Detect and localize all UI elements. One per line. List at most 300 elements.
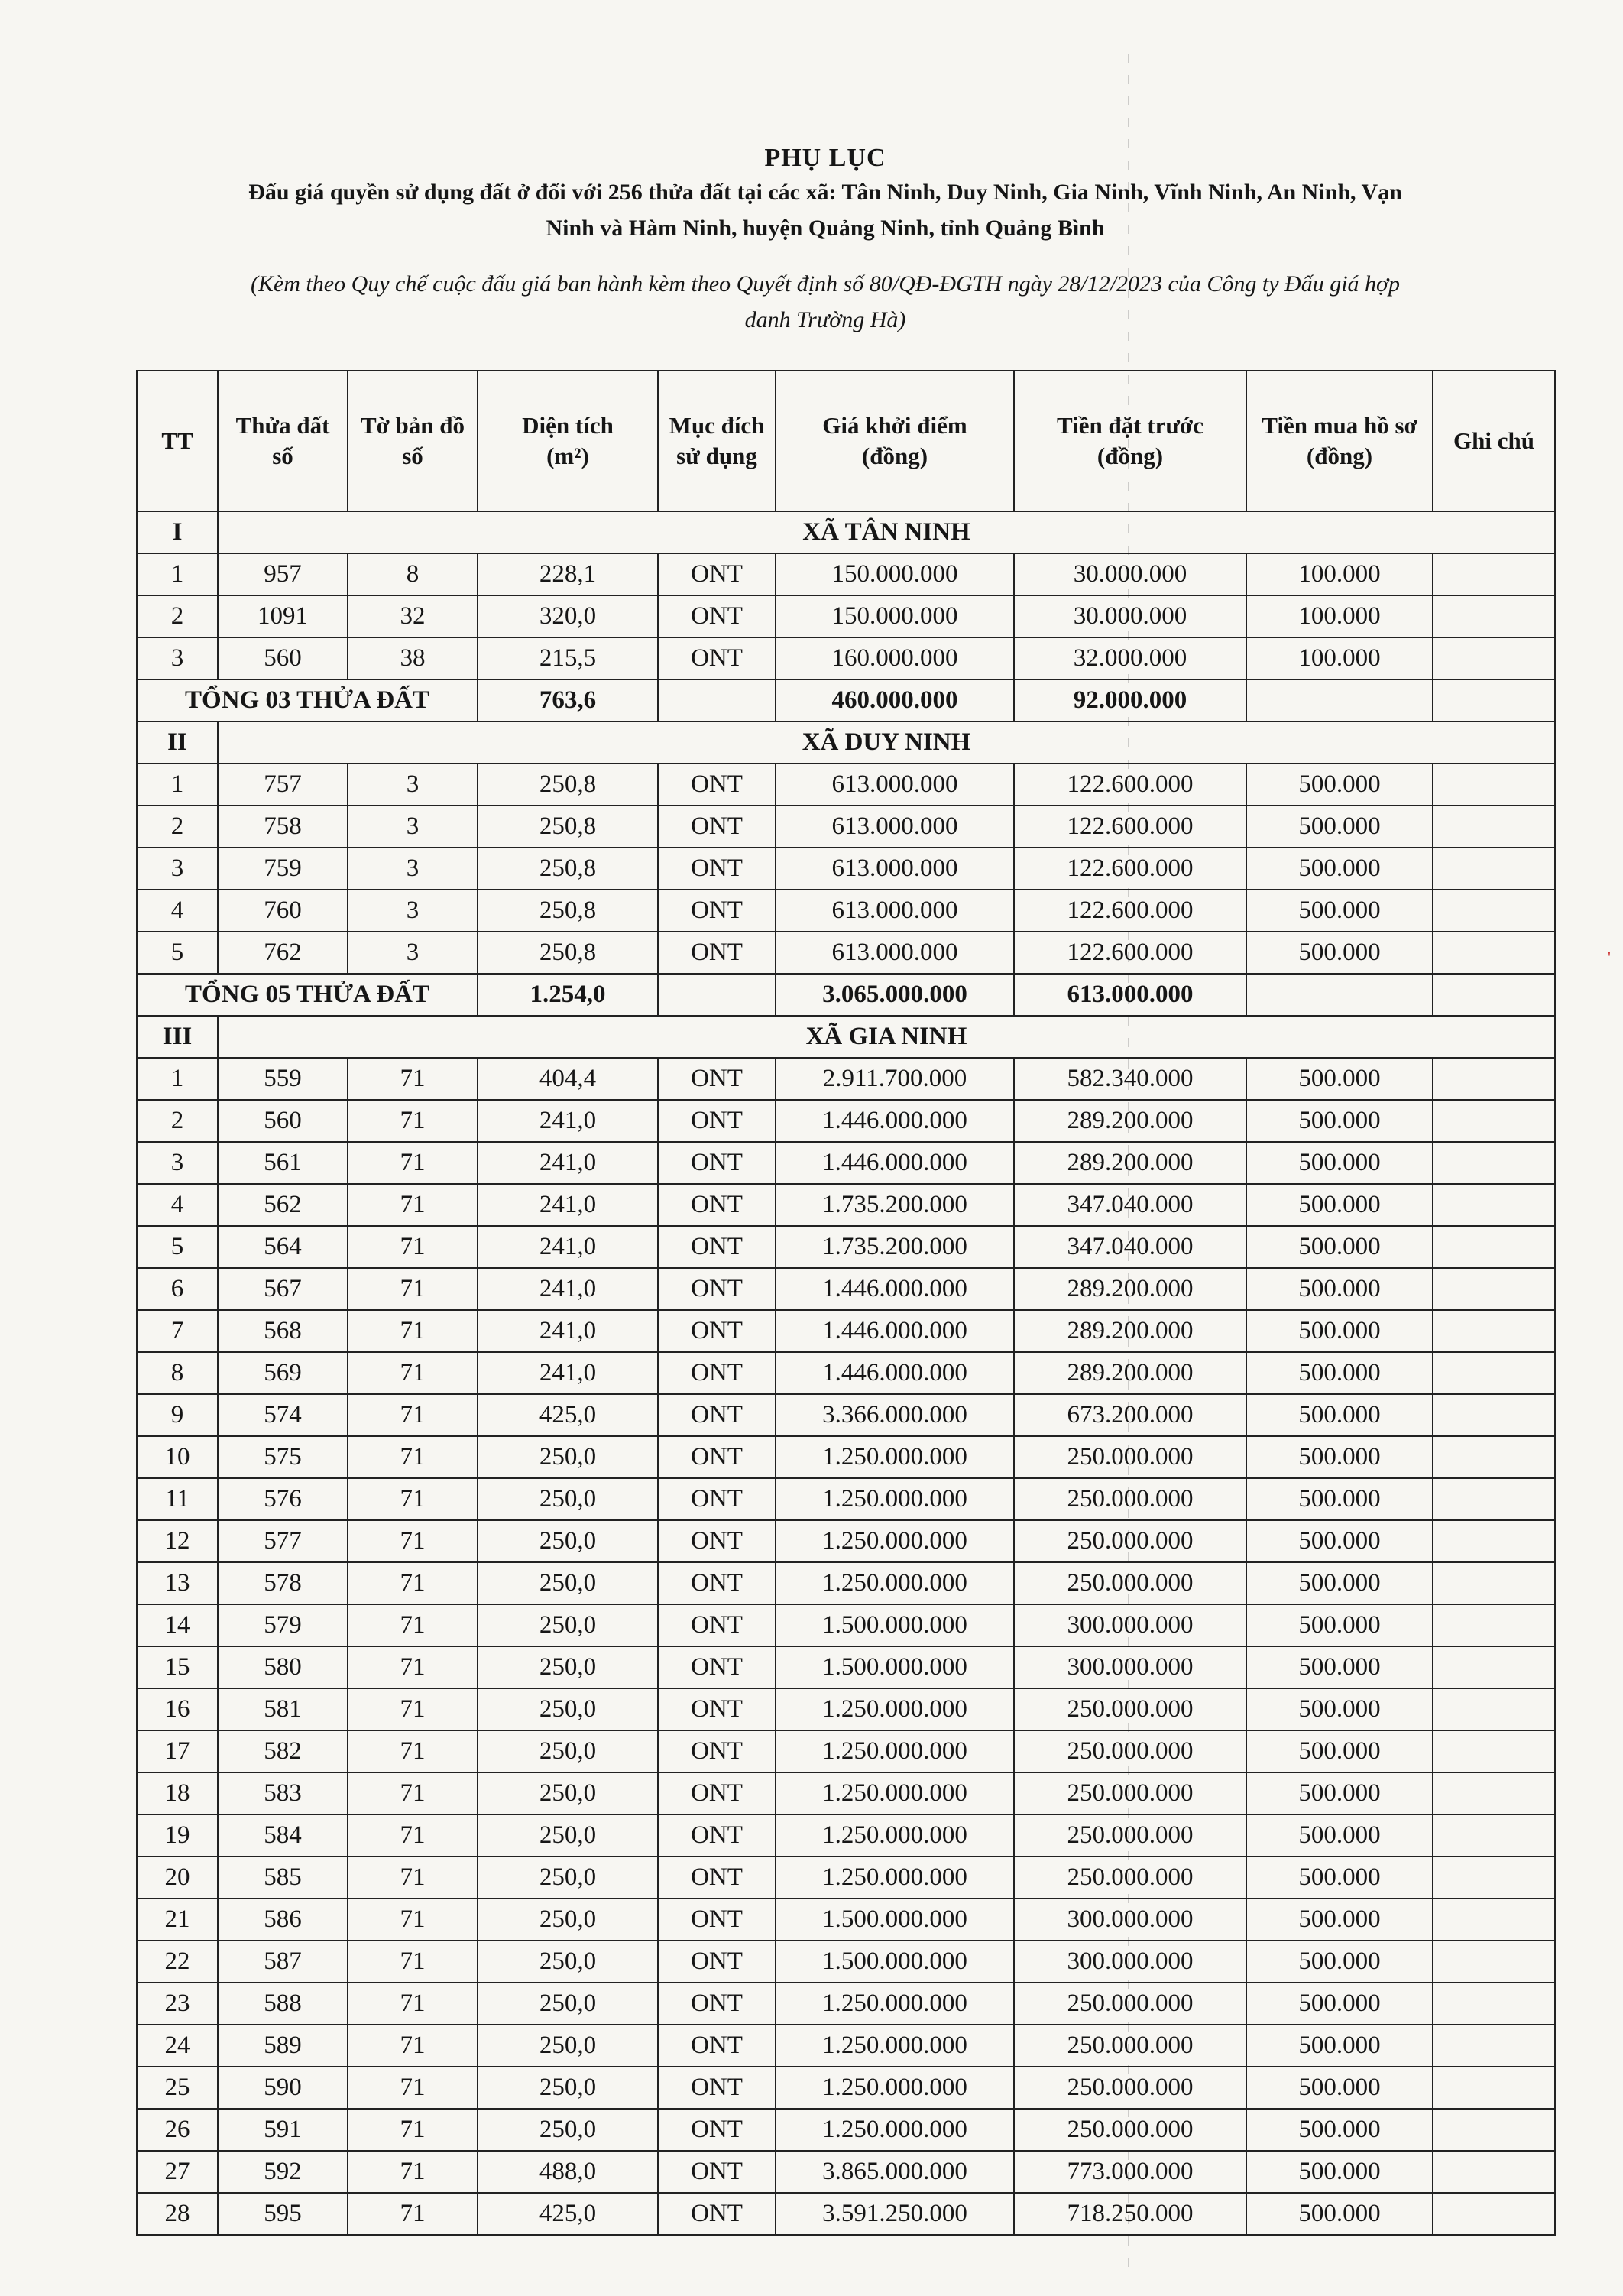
row-muc-dich: ONT [658, 932, 776, 974]
row-thua-dat: 574 [218, 1394, 348, 1436]
row-tien-mua-ho-so: 500.000 [1246, 1562, 1433, 1604]
table-row [137, 2067, 1555, 2109]
row-gia-khoi-diem: 1.250.000.000 [776, 1688, 1014, 1730]
row-gia-khoi-diem: 150.000.000 [776, 595, 1014, 637]
row-ghi-chu [1433, 1688, 1555, 1730]
row-gia-khoi-diem: 1.250.000.000 [776, 1772, 1014, 1814]
row-gia-khoi-diem: 1.446.000.000 [776, 1268, 1014, 1310]
row-tien-dat-truoc: 300.000.000 [1014, 1646, 1246, 1688]
row-ghi-chu [1433, 1941, 1555, 1983]
row-muc-dich: ONT [658, 1983, 776, 2025]
row-muc-dich: ONT [658, 553, 776, 595]
row-tien-dat-truoc: 300.000.000 [1014, 1941, 1246, 1983]
row-ghi-chu [1433, 1604, 1555, 1646]
row-dien-tich: 250,0 [478, 1436, 658, 1478]
col-header-gia-khoi-diem [776, 371, 1014, 511]
row-tt: 5 [137, 1226, 218, 1268]
row-tt: 4 [137, 890, 218, 932]
row-dien-tich: 241,0 [478, 1268, 658, 1310]
row-tt: 2 [137, 1100, 218, 1142]
row-gia-khoi-diem: 1.500.000.000 [776, 1941, 1014, 1983]
table-row [137, 1730, 1555, 1772]
row-gia-khoi-diem: 160.000.000 [776, 637, 1014, 679]
row-thua-dat: 560 [218, 637, 348, 679]
table-row [137, 1941, 1555, 1983]
row-tien-mua-ho-so: 500.000 [1246, 1058, 1433, 1100]
table-row [137, 2151, 1555, 2193]
row-thua-dat: 581 [218, 1688, 348, 1730]
row-dien-tich: 228,1 [478, 553, 658, 595]
row-muc-dich: ONT [658, 1604, 776, 1646]
row-dien-tich: 250,8 [478, 890, 658, 932]
total-row [137, 679, 1555, 722]
row-gia-khoi-diem: 1.250.000.000 [776, 2067, 1014, 2109]
table-row [137, 1268, 1555, 1310]
row-gia-khoi-diem: 1.250.000.000 [776, 2025, 1014, 2067]
row-tien-mua-ho-so: 500.000 [1246, 1520, 1433, 1562]
row-to-ban-do: 71 [348, 1226, 478, 1268]
row-gia-khoi-diem: 1.735.200.000 [776, 1226, 1014, 1268]
row-muc-dich: ONT [658, 1562, 776, 1604]
row-to-ban-do: 71 [348, 2109, 478, 2151]
row-dien-tich: 250,0 [478, 1772, 658, 1814]
row-ghi-chu [1433, 2193, 1555, 2235]
section-row [137, 722, 1555, 764]
row-tien-dat-truoc: 250.000.000 [1014, 1730, 1246, 1772]
row-tien-dat-truoc: 250.000.000 [1014, 1814, 1246, 1857]
row-muc-dich: ONT [658, 1478, 776, 1520]
total-row [137, 974, 1555, 1016]
col-header-dien-tich [478, 371, 658, 511]
row-tien-mua-ho-so: 500.000 [1246, 1646, 1433, 1688]
total-area: 763,6 [478, 679, 658, 722]
row-tt: 27 [137, 2151, 218, 2193]
row-ghi-chu [1433, 764, 1555, 806]
row-muc-dich: ONT [658, 1184, 776, 1226]
row-gia-khoi-diem: 1.250.000.000 [776, 1857, 1014, 1899]
row-gia-khoi-diem: 1.250.000.000 [776, 2109, 1014, 2151]
row-muc-dich: ONT [658, 1814, 776, 1857]
row-tt: 16 [137, 1688, 218, 1730]
table-row [137, 1814, 1555, 1857]
row-ghi-chu [1433, 1730, 1555, 1772]
row-thua-dat: 583 [218, 1772, 348, 1814]
row-muc-dich: ONT [658, 2067, 776, 2109]
row-tien-dat-truoc: 289.200.000 [1014, 1352, 1246, 1394]
total-label: TỔNG 03 THỬA ĐẤT [137, 679, 478, 722]
tien-dat-unit: (đồng) [1097, 443, 1164, 469]
row-tt: 10 [137, 1436, 218, 1478]
row-tien-mua-ho-so: 500.000 [1246, 1100, 1433, 1142]
row-ghi-chu [1433, 932, 1555, 974]
row-thua-dat: 580 [218, 1646, 348, 1688]
row-tien-mua-ho-so: 500.000 [1246, 806, 1433, 848]
row-tt: 21 [137, 1899, 218, 1941]
row-to-ban-do: 3 [348, 890, 478, 932]
row-gia-khoi-diem: 1.446.000.000 [776, 1100, 1014, 1142]
row-ghi-chu [1433, 1646, 1555, 1688]
row-tien-dat-truoc: 250.000.000 [1014, 2067, 1246, 2109]
row-to-ban-do: 71 [348, 1814, 478, 1857]
row-tt: 24 [137, 2025, 218, 2067]
row-tien-dat-truoc: 289.200.000 [1014, 1100, 1246, 1142]
table-row [137, 1478, 1555, 1520]
row-muc-dich: ONT [658, 1857, 776, 1899]
row-thua-dat: 957 [218, 553, 348, 595]
row-tt: 14 [137, 1604, 218, 1646]
row-ghi-chu [1433, 1100, 1555, 1142]
row-ghi-chu [1433, 806, 1555, 848]
row-ghi-chu [1433, 1983, 1555, 2025]
row-tt: 4 [137, 1184, 218, 1226]
row-gia-khoi-diem: 150.000.000 [776, 553, 1014, 595]
row-tien-mua-ho-so: 500.000 [1246, 1142, 1433, 1184]
row-to-ban-do: 32 [348, 595, 478, 637]
row-muc-dich: ONT [658, 1436, 776, 1478]
table-row [137, 1772, 1555, 1814]
section-numeral: III [137, 1016, 218, 1058]
row-dien-tich: 241,0 [478, 1352, 658, 1394]
section-name: XÃ GIA NINH [218, 1016, 1555, 1058]
row-tien-mua-ho-so: 500.000 [1246, 1899, 1433, 1941]
table-row [137, 1688, 1555, 1730]
row-to-ban-do: 71 [348, 1604, 478, 1646]
row-muc-dich: ONT [658, 806, 776, 848]
row-tt: 6 [137, 1268, 218, 1310]
document-title: PHỤ LỤC [764, 144, 886, 172]
row-muc-dich: ONT [658, 890, 776, 932]
row-ghi-chu [1433, 2067, 1555, 2109]
document-note-line-2: danh Trường Hà) [744, 307, 906, 332]
row-tien-dat-truoc: 250.000.000 [1014, 1478, 1246, 1520]
row-dien-tich: 250,8 [478, 806, 658, 848]
row-tien-mua-ho-so: 500.000 [1246, 1983, 1433, 2025]
row-tien-mua-ho-so: 500.000 [1246, 1772, 1433, 1814]
table-row [137, 1562, 1555, 1604]
row-dien-tich: 250,0 [478, 1478, 658, 1520]
row-tt: 20 [137, 1857, 218, 1899]
row-thua-dat: 575 [218, 1436, 348, 1478]
table-header-row [137, 371, 1555, 511]
total-deposit: 613.000.000 [1014, 974, 1246, 1016]
row-thua-dat: 579 [218, 1604, 348, 1646]
row-thua-dat: 561 [218, 1142, 348, 1184]
row-dien-tich: 425,0 [478, 2193, 658, 2235]
total-empty [1246, 974, 1433, 1016]
row-tien-dat-truoc: 773.000.000 [1014, 2151, 1246, 2193]
row-tt: 1 [137, 764, 218, 806]
row-to-ban-do: 71 [348, 1310, 478, 1352]
row-thua-dat: 567 [218, 1268, 348, 1310]
row-gia-khoi-diem: 3.591.250.000 [776, 2193, 1014, 2235]
row-ghi-chu [1433, 2025, 1555, 2067]
row-dien-tich: 320,0 [478, 595, 658, 637]
row-tien-dat-truoc: 250.000.000 [1014, 1436, 1246, 1478]
row-dien-tich: 250,0 [478, 1941, 658, 1983]
table-row [137, 2193, 1555, 2235]
row-muc-dich: ONT [658, 2109, 776, 2151]
row-tien-dat-truoc: 250.000.000 [1014, 1688, 1246, 1730]
row-muc-dich: ONT [658, 1899, 776, 1941]
table-row [137, 764, 1555, 806]
row-ghi-chu [1433, 1268, 1555, 1310]
table-row [137, 1184, 1555, 1226]
table-row [137, 1604, 1555, 1646]
row-thua-dat: 591 [218, 2109, 348, 2151]
row-muc-dich: ONT [658, 1688, 776, 1730]
row-gia-khoi-diem: 613.000.000 [776, 806, 1014, 848]
row-dien-tich: 250,8 [478, 848, 658, 890]
row-muc-dich: ONT [658, 1941, 776, 1983]
row-to-ban-do: 71 [348, 1772, 478, 1814]
row-ghi-chu [1433, 1142, 1555, 1184]
row-dien-tich: 250,0 [478, 1688, 658, 1730]
document-subtitle-line-2: Ninh và Hàm Ninh, huyện Quảng Ninh, tỉnh Quảng Bình [546, 216, 1105, 241]
table-row [137, 848, 1555, 890]
row-to-ban-do: 71 [348, 1941, 478, 1983]
row-gia-khoi-diem: 1.500.000.000 [776, 1646, 1014, 1688]
row-gia-khoi-diem: 1.446.000.000 [776, 1310, 1014, 1352]
document-note-line-1: (Kèm theo Quy chế cuộc đấu giá ban hành kèm theo Quyết định số 80/QĐ-ĐGTH ngày 28/12/2023 của Công ty Đấu giá hợp [250, 271, 1401, 297]
row-gia-khoi-diem: 613.000.000 [776, 932, 1014, 974]
row-tt: 5 [137, 932, 218, 974]
row-tt: 9 [137, 1394, 218, 1436]
row-dien-tich: 250,0 [478, 1604, 658, 1646]
col-header-tt: TT [137, 371, 218, 511]
row-tien-mua-ho-so: 500.000 [1246, 1268, 1433, 1310]
row-thua-dat: 762 [218, 932, 348, 974]
row-thua-dat: 587 [218, 1941, 348, 1983]
row-tien-dat-truoc: 300.000.000 [1014, 1604, 1246, 1646]
row-ghi-chu [1433, 1520, 1555, 1562]
row-ghi-chu [1433, 1562, 1555, 1604]
row-ghi-chu [1433, 1394, 1555, 1436]
table-row [137, 1058, 1555, 1100]
row-tt: 7 [137, 1310, 218, 1352]
row-to-ban-do: 71 [348, 1100, 478, 1142]
row-thua-dat: 586 [218, 1899, 348, 1941]
row-tien-mua-ho-so: 500.000 [1246, 890, 1433, 932]
total-deposit: 92.000.000 [1014, 679, 1246, 722]
row-tien-dat-truoc: 250.000.000 [1014, 1983, 1246, 2025]
row-tien-mua-ho-so: 100.000 [1246, 637, 1433, 679]
table-row [137, 1899, 1555, 1941]
row-tien-dat-truoc: 122.600.000 [1014, 890, 1246, 932]
row-to-ban-do: 71 [348, 1520, 478, 1562]
row-thua-dat: 562 [218, 1184, 348, 1226]
col-header-thua-dat: Thửa đất số [218, 371, 348, 511]
row-gia-khoi-diem: 613.000.000 [776, 890, 1014, 932]
row-tien-mua-ho-so: 500.000 [1246, 764, 1433, 806]
row-gia-khoi-diem: 1.500.000.000 [776, 1899, 1014, 1941]
row-gia-khoi-diem: 1.250.000.000 [776, 1478, 1014, 1520]
table-row [137, 1857, 1555, 1899]
row-to-ban-do: 71 [348, 2025, 478, 2067]
row-tt: 2 [137, 595, 218, 637]
row-dien-tich: 241,0 [478, 1142, 658, 1184]
table-row [137, 637, 1555, 679]
row-tt: 3 [137, 1142, 218, 1184]
total-empty [658, 974, 776, 1016]
row-dien-tich: 250,0 [478, 1646, 658, 1688]
row-tien-mua-ho-so: 500.000 [1246, 2193, 1433, 2235]
total-price: 460.000.000 [776, 679, 1014, 722]
total-empty [1433, 679, 1555, 722]
row-to-ban-do: 38 [348, 637, 478, 679]
table-row [137, 1436, 1555, 1478]
col-header-muc-dich: Mục đích sử dụng [658, 371, 776, 511]
row-to-ban-do: 71 [348, 1688, 478, 1730]
row-ghi-chu [1433, 1352, 1555, 1394]
row-thua-dat: 568 [218, 1310, 348, 1352]
row-gia-khoi-diem: 2.911.700.000 [776, 1058, 1014, 1100]
row-muc-dich: ONT [658, 1058, 776, 1100]
row-ghi-chu [1433, 1436, 1555, 1478]
row-thua-dat: 595 [218, 2193, 348, 2235]
total-label: TỔNG 05 THỬA ĐẤT [137, 974, 478, 1016]
table-row [137, 1226, 1555, 1268]
row-tt: 15 [137, 1646, 218, 1688]
row-tt: 17 [137, 1730, 218, 1772]
row-tien-dat-truoc: 30.000.000 [1014, 595, 1246, 637]
row-muc-dich: ONT [658, 2025, 776, 2067]
row-to-ban-do: 71 [348, 1394, 478, 1436]
row-to-ban-do: 71 [348, 1184, 478, 1226]
row-muc-dich: ONT [658, 1352, 776, 1394]
row-muc-dich: ONT [658, 1646, 776, 1688]
row-thua-dat: 577 [218, 1520, 348, 1562]
row-thua-dat: 560 [218, 1100, 348, 1142]
row-to-ban-do: 71 [348, 1857, 478, 1899]
row-thua-dat: 592 [218, 2151, 348, 2193]
row-dien-tich: 250,0 [478, 1857, 658, 1899]
row-muc-dich: ONT [658, 637, 776, 679]
row-tien-dat-truoc: 32.000.000 [1014, 637, 1246, 679]
table-row [137, 1394, 1555, 1436]
row-to-ban-do: 71 [348, 1352, 478, 1394]
table-row [137, 2025, 1555, 2067]
row-dien-tich: 241,0 [478, 1226, 658, 1268]
row-dien-tich: 250,0 [478, 1899, 658, 1941]
row-to-ban-do: 71 [348, 2151, 478, 2193]
row-thua-dat: 584 [218, 1814, 348, 1857]
row-gia-khoi-diem: 1.500.000.000 [776, 1604, 1014, 1646]
row-to-ban-do: 71 [348, 1899, 478, 1941]
row-to-ban-do: 71 [348, 1436, 478, 1478]
row-gia-khoi-diem: 1.446.000.000 [776, 1352, 1014, 1394]
row-ghi-chu [1433, 553, 1555, 595]
row-tt: 11 [137, 1478, 218, 1520]
row-thua-dat: 585 [218, 1857, 348, 1899]
row-ghi-chu [1433, 890, 1555, 932]
row-tien-dat-truoc: 122.600.000 [1014, 806, 1246, 848]
total-area: 1.254,0 [478, 974, 658, 1016]
row-gia-khoi-diem: 613.000.000 [776, 848, 1014, 890]
row-tt: 28 [137, 2193, 218, 2235]
row-thua-dat: 569 [218, 1352, 348, 1394]
row-to-ban-do: 71 [348, 1646, 478, 1688]
row-tien-mua-ho-so: 500.000 [1246, 1310, 1433, 1352]
row-gia-khoi-diem: 1.250.000.000 [776, 1520, 1014, 1562]
row-tt: 18 [137, 1772, 218, 1814]
row-tien-dat-truoc: 300.000.000 [1014, 1899, 1246, 1941]
row-tien-mua-ho-so: 500.000 [1246, 2109, 1433, 2151]
row-tien-mua-ho-so: 500.000 [1246, 2067, 1433, 2109]
row-tien-dat-truoc: 250.000.000 [1014, 2109, 1246, 2151]
row-to-ban-do: 3 [348, 806, 478, 848]
table-row [137, 1142, 1555, 1184]
row-tien-dat-truoc: 289.200.000 [1014, 1310, 1246, 1352]
table-row [137, 1100, 1555, 1142]
row-gia-khoi-diem: 1.250.000.000 [776, 1730, 1014, 1772]
row-tien-mua-ho-so: 500.000 [1246, 932, 1433, 974]
row-gia-khoi-diem: 1.735.200.000 [776, 1184, 1014, 1226]
total-empty [1246, 679, 1433, 722]
table-row [137, 806, 1555, 848]
row-muc-dich: ONT [658, 1310, 776, 1352]
row-tt: 1 [137, 1058, 218, 1100]
col-header-to-ban-do: Tờ bản đồ số [348, 371, 478, 511]
row-tien-mua-ho-so: 100.000 [1246, 595, 1433, 637]
row-tien-mua-ho-so: 500.000 [1246, 1184, 1433, 1226]
row-dien-tich: 250,0 [478, 1730, 658, 1772]
row-tien-dat-truoc: 718.250.000 [1014, 2193, 1246, 2235]
row-tt: 3 [137, 637, 218, 679]
row-tien-dat-truoc: 250.000.000 [1014, 1562, 1246, 1604]
row-tien-mua-ho-so: 500.000 [1246, 1604, 1433, 1646]
row-tien-mua-ho-so: 500.000 [1246, 1352, 1433, 1394]
document-subtitle-line-1: Đấu giá quyền sử dụng đất ở đối với 256 thửa đất tại các xã: Tân Ninh, Duy Ninh, Gia Ninh, Vĩnh Ninh, An Ninh, Vạn [248, 180, 1402, 205]
row-dien-tich: 250,0 [478, 1983, 658, 2025]
row-thua-dat: 559 [218, 1058, 348, 1100]
row-gia-khoi-diem: 1.250.000.000 [776, 1983, 1014, 2025]
row-dien-tich: 250,0 [478, 1562, 658, 1604]
row-to-ban-do: 3 [348, 848, 478, 890]
row-thua-dat: 759 [218, 848, 348, 890]
row-tt: 8 [137, 1352, 218, 1394]
table-row [137, 1646, 1555, 1688]
land-auction-table [136, 370, 1556, 2236]
row-tien-dat-truoc: 347.040.000 [1014, 1184, 1246, 1226]
row-tt: 2 [137, 806, 218, 848]
row-dien-tich: 250,0 [478, 2109, 658, 2151]
table-row [137, 1983, 1555, 2025]
row-thua-dat: 588 [218, 1983, 348, 2025]
row-tt: 19 [137, 1814, 218, 1857]
row-gia-khoi-diem: 1.250.000.000 [776, 1814, 1014, 1857]
section-name: XÃ TÂN NINH [218, 511, 1555, 553]
row-to-ban-do: 71 [348, 1058, 478, 1100]
row-thua-dat: 590 [218, 2067, 348, 2109]
row-muc-dich: ONT [658, 2151, 776, 2193]
row-muc-dich: ONT [658, 1394, 776, 1436]
row-tien-mua-ho-so: 500.000 [1246, 848, 1433, 890]
row-tt: 13 [137, 1562, 218, 1604]
table-row [137, 595, 1555, 637]
row-to-ban-do: 71 [348, 1730, 478, 1772]
row-to-ban-do: 71 [348, 1983, 478, 2025]
row-thua-dat: 576 [218, 1478, 348, 1520]
row-muc-dich: ONT [658, 848, 776, 890]
col-header-tien-dat-truoc [1014, 371, 1246, 511]
row-dien-tich: 488,0 [478, 2151, 658, 2193]
row-tien-dat-truoc: 250.000.000 [1014, 1772, 1246, 1814]
row-tien-dat-truoc: 250.000.000 [1014, 2025, 1246, 2067]
row-tt: 26 [137, 2109, 218, 2151]
row-gia-khoi-diem: 1.250.000.000 [776, 1562, 1014, 1604]
row-dien-tich: 404,4 [478, 1058, 658, 1100]
row-tt: 1 [137, 553, 218, 595]
